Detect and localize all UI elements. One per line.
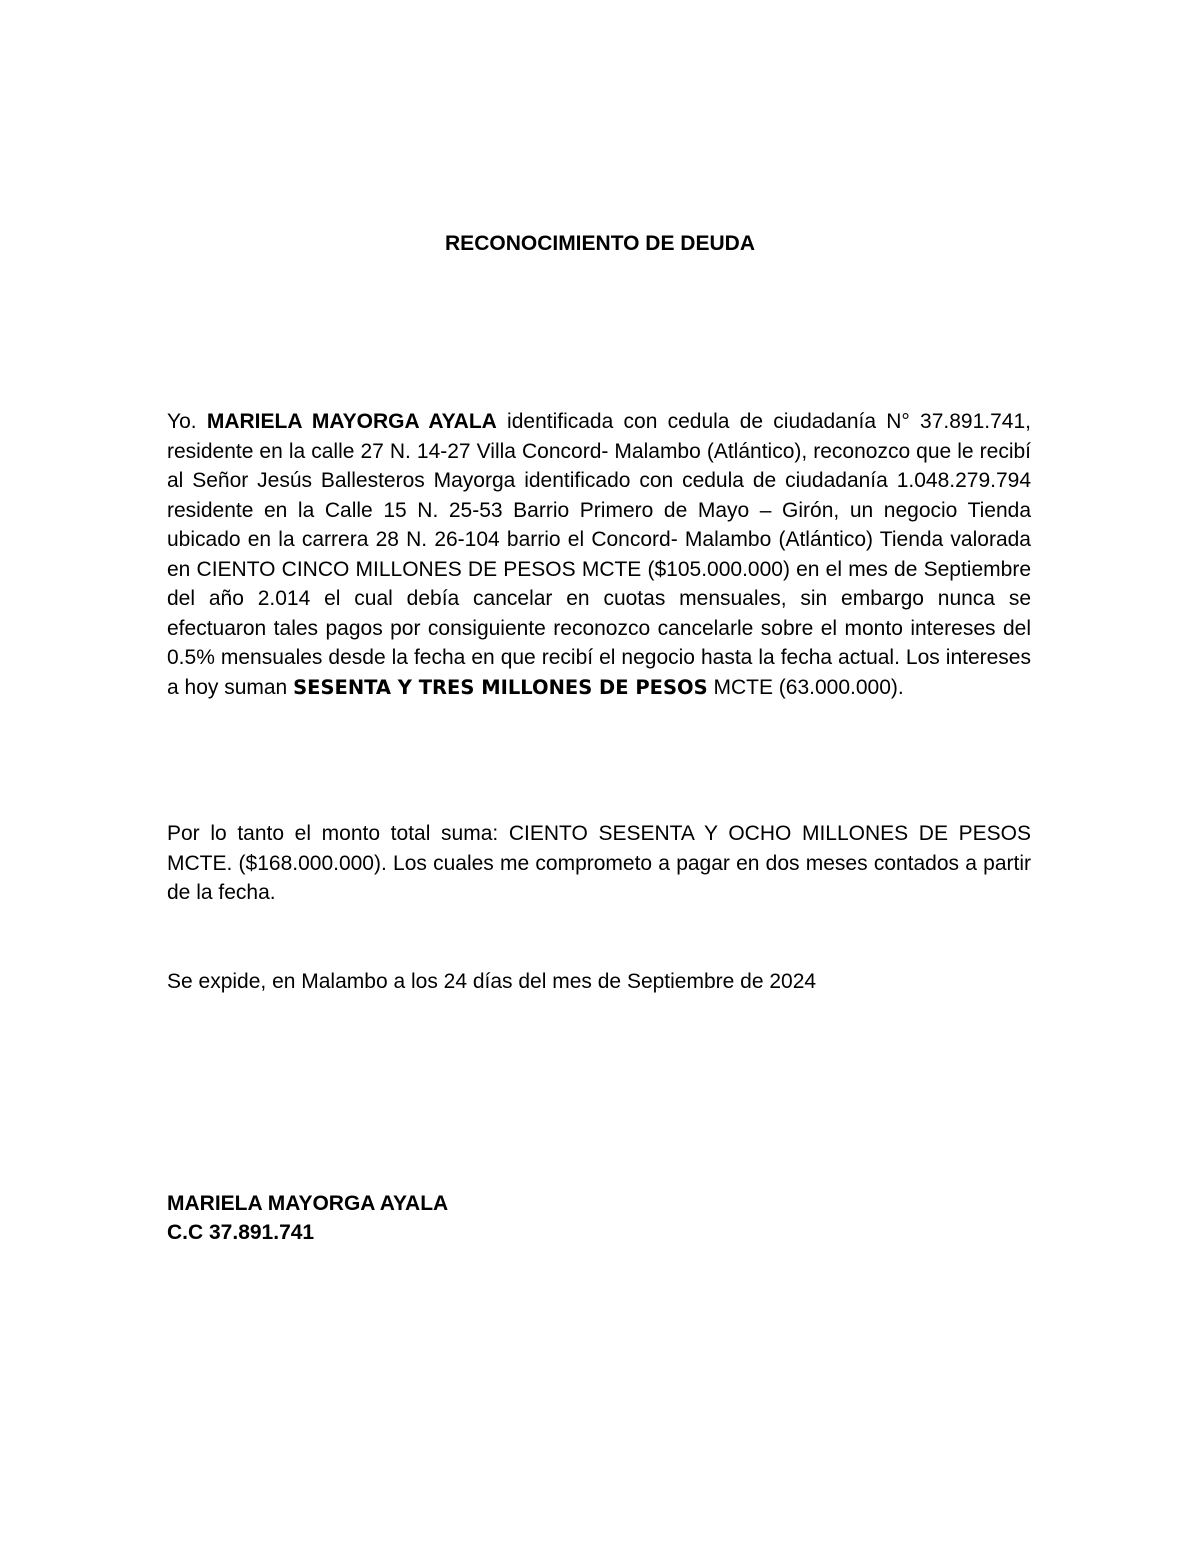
document-title: RECONOCIMIENTO DE DEUDA [445, 232, 755, 255]
debtor-name: MARIELA MAYORGA AYALA [206, 410, 497, 433]
paragraph-intro: Yo. [167, 410, 197, 433]
paragraph-body: identificada con cedula de ciudadanía N° 37.891.741, residente en la calle 27 N. 14-27 Villa Concord- Malambo (Atlántico), reconozco que le recibí al Señor Jesús Ballesteros Mayorga identificado con cedula de ciudadanía 1.048.279.794 residente en la Calle 15 N. 25-53 Barrio Primero de Mayo – Girón, un negocio Tienda ubicado en la carrera 28 N. 26-104 barrio el Concord- Malambo (Atlántico) Tienda valorada en CIENTO CINCO MILLONES DE PESOS MCTE ($105.000.000) en el mes de Septiembre del año 2.014 el cual debía cancelar en cuotas mensuales, sin embargo nunca se efectuaron tales pagos por consiguiente reconozco cancelarle sobre el monto intereses del 0.5% mensuales desde la fecha en que recibí el negocio hasta la fecha actual. Los intereses a hoy suman [167, 410, 1031, 699]
signature-name: MARIELA MAYORGA AYALA [167, 1192, 449, 1215]
paragraph-acknowledgement [167, 407, 1031, 702]
interest-amount-words: SESENTA Y TRES MILLONES DE PESOS [293, 675, 708, 699]
paragraph-total: Por lo tanto el monto total suma: CIENTO SESENTA Y OCHO MILLONES DE PESOS MCTE. ($168.000.000). Los cuales me comprometo a pagar en dos meses contados a partir de la fecha. [167, 822, 1031, 904]
paragraph-issued: Se expide, en Malambo a los 24 días del mes de Septiembre de 2024 [167, 970, 817, 993]
signature-id: C.C 37.891.741 [167, 1221, 315, 1244]
interest-amount-tail: MCTE (63.000.000). [713, 675, 904, 699]
